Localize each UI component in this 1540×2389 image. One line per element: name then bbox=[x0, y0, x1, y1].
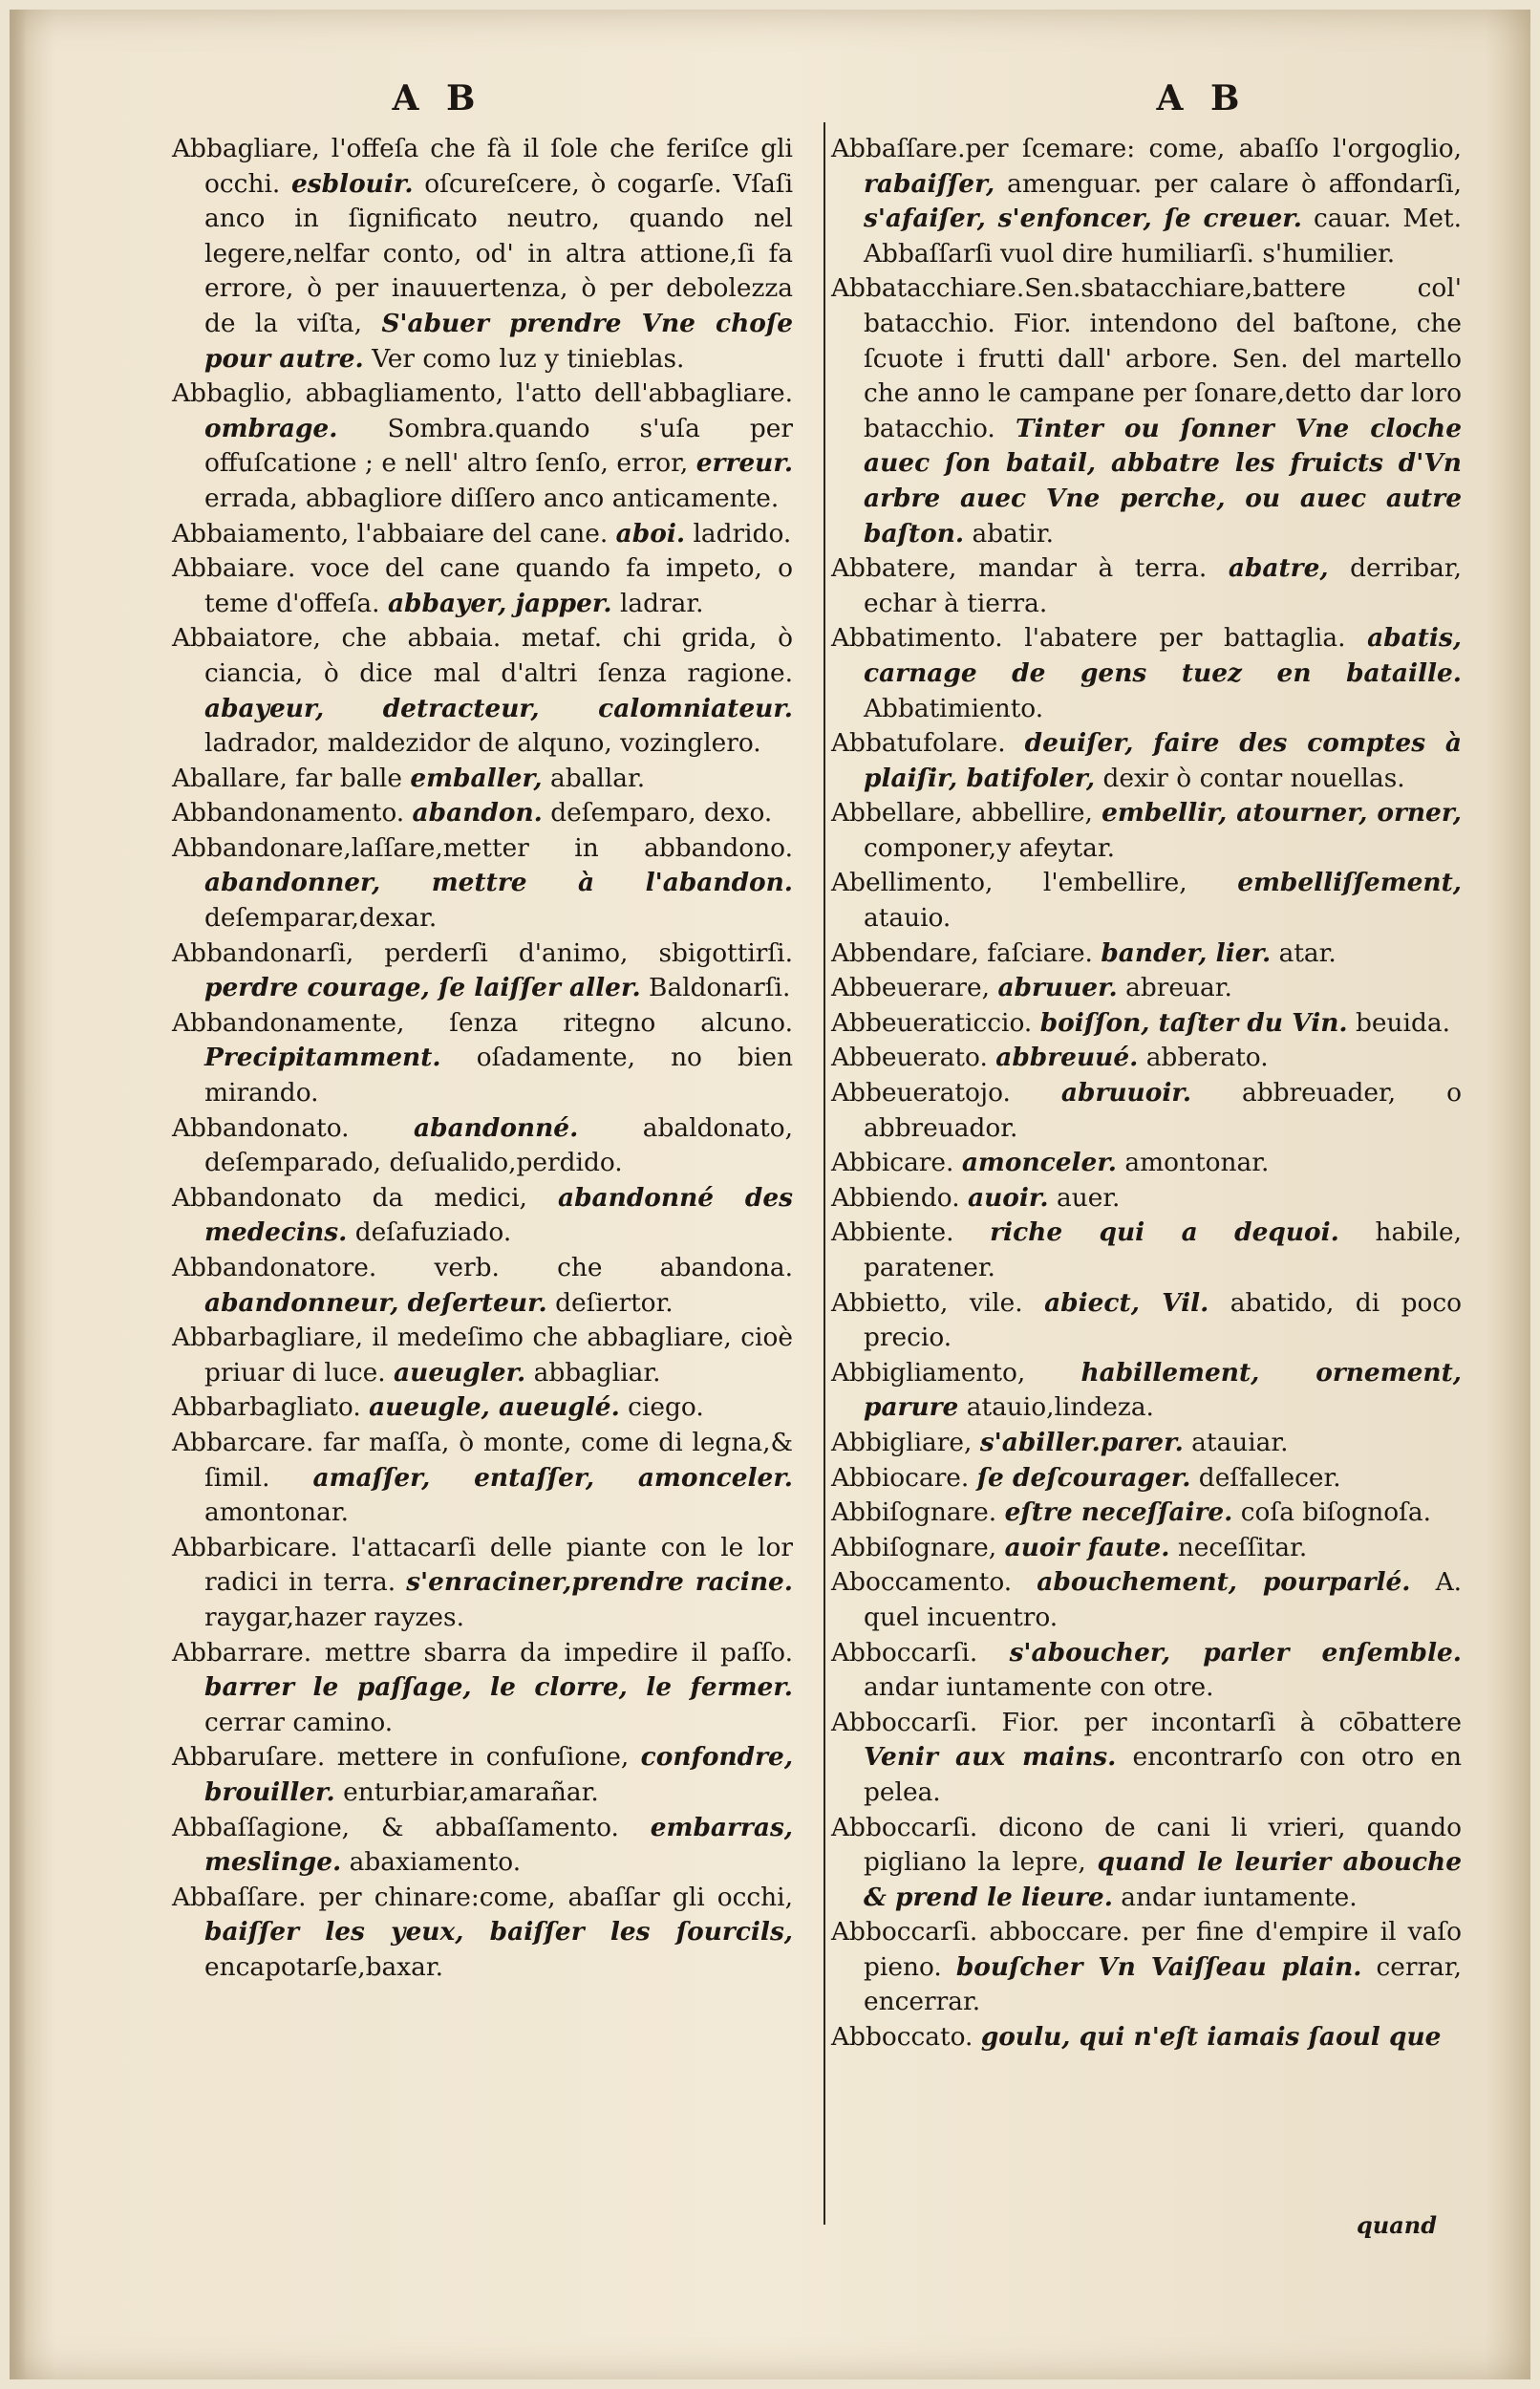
entry-french: riche qui a dequoi. bbox=[990, 1217, 1339, 1248]
entry-translation: encontrarſo con otro en pelea. bbox=[864, 1742, 1463, 1807]
entry-french: abiect, Vil. bbox=[1044, 1287, 1209, 1318]
dictionary-entry bbox=[172, 1531, 793, 1636]
entry-french: habillement, ornement, parure bbox=[864, 1357, 1462, 1423]
entry-translation: abatir. bbox=[972, 518, 1054, 549]
entry-french-extra: erreur. bbox=[695, 448, 794, 479]
entry-translation: abberato. bbox=[1145, 1043, 1269, 1073]
entry-translation: abatido, di poco precio. bbox=[864, 1287, 1463, 1353]
entry-headword: Abbeueraticcio. bbox=[831, 1007, 1033, 1038]
dictionary-entry bbox=[831, 1636, 1462, 1706]
entry-headword: Abbeueratojo. bbox=[831, 1078, 1011, 1108]
entry-french-extra: S'abuer prendre Vne choſe pour autre. bbox=[204, 308, 794, 374]
entry-french: abbayer, japper. bbox=[387, 588, 612, 618]
entry-translation: ladrar. bbox=[619, 588, 704, 618]
entry-translation: Sombra.quando s'uſa per offuſcatione ; e nell' altro ſenſo, error, bbox=[204, 413, 793, 479]
entry-french: embelliſſement, bbox=[1237, 868, 1462, 898]
dictionary-entry bbox=[172, 1390, 793, 1426]
entry-headword: Abbigliamento, bbox=[831, 1357, 1026, 1388]
entry-french: bander, lier. bbox=[1101, 937, 1272, 968]
entry-headword: Abbiendo. bbox=[831, 1182, 960, 1213]
catchword: quand bbox=[1357, 2211, 1438, 2239]
entry-headword: Abbiente. bbox=[831, 1217, 954, 1248]
dictionary-entry bbox=[172, 621, 793, 761]
entry-french: abandon. bbox=[412, 798, 543, 829]
dictionary-entry bbox=[172, 796, 793, 831]
dictionary-entry bbox=[831, 1146, 1462, 1181]
entry-translation: atauio. bbox=[864, 903, 952, 934]
dictionary-entry bbox=[831, 1531, 1462, 1566]
entry-headword: Abbatimento. l'abatere per battaglia. bbox=[831, 623, 1346, 654]
entry-headword: Abbandonato da medici, bbox=[172, 1182, 527, 1213]
entry-french: aboi. bbox=[615, 518, 686, 549]
dictionary-entry bbox=[831, 796, 1462, 866]
entry-translation: encapotarſe,baxar. bbox=[204, 1951, 443, 1982]
dictionary-entry bbox=[172, 762, 793, 797]
entry-french: aueugler. bbox=[394, 1357, 526, 1388]
right-column bbox=[831, 132, 1462, 2055]
dictionary-entry bbox=[831, 551, 1462, 621]
dictionary-entry bbox=[831, 1041, 1462, 1076]
entry-headword: Abboccarſi. bbox=[831, 1637, 978, 1668]
entry-translation: atar. bbox=[1278, 937, 1337, 968]
entry-headword: Abbaruſare. mettere in confuſione, bbox=[172, 1742, 630, 1773]
entry-french: quand le leurier abouche & prend le lieure. bbox=[864, 1847, 1462, 1912]
dictionary-entry bbox=[831, 621, 1462, 726]
dictionary-entry bbox=[831, 866, 1462, 936]
entry-translation-extra: cauar. Met. Abbaſſarſi vuol dire humiliarſi. s'humilier. bbox=[864, 204, 1462, 269]
entry-headword: Abbeuerato. bbox=[831, 1043, 988, 1073]
dictionary-entry bbox=[172, 517, 793, 552]
left-column bbox=[172, 132, 793, 1985]
entry-translation: deſafuziado. bbox=[354, 1217, 512, 1248]
entry-headword: Abboccato. bbox=[831, 2022, 973, 2053]
dictionary-entry bbox=[831, 1565, 1462, 1635]
entry-french: abandonné. bbox=[414, 1112, 579, 1143]
entry-headword: Abbiſognare, bbox=[831, 1532, 997, 1562]
entry-translation: beuida. bbox=[1356, 1007, 1450, 1038]
dictionary-entry bbox=[831, 726, 1462, 796]
dictionary-entry bbox=[831, 1216, 1462, 1285]
entry-translation: neceſſitar. bbox=[1177, 1532, 1308, 1562]
entry-translation: abbagliar. bbox=[533, 1357, 661, 1388]
entry-translation: coſa biſognoſa. bbox=[1240, 1497, 1431, 1528]
entry-headword: Abbaſſagione, & abbaſſamento. bbox=[172, 1812, 619, 1842]
entry-french: rabaiſſer, bbox=[864, 168, 995, 199]
dictionary-entry bbox=[172, 1111, 793, 1181]
dictionary-entry bbox=[831, 971, 1462, 1006]
entry-french: embarras, meslinge. bbox=[204, 1812, 793, 1878]
entry-translation: componer,y afeytar. bbox=[864, 832, 1115, 863]
entry-french: abatis, carnage de gens tuez en bataille. bbox=[864, 623, 1462, 688]
dictionary-entry bbox=[172, 132, 793, 377]
dictionary-entry bbox=[831, 1706, 1462, 1811]
entry-french: abruuer. bbox=[997, 973, 1118, 1003]
entry-headword: Abbarbagliare, il medeſimo che abbagliare, cioè priuar di luce. bbox=[172, 1323, 793, 1388]
entry-translation: deſemparo, dexo. bbox=[550, 798, 773, 829]
dictionary-entry bbox=[831, 1496, 1462, 1531]
entry-french: boiſſon, taſter du Vin. bbox=[1039, 1007, 1348, 1038]
dictionary-entry bbox=[831, 1286, 1462, 1356]
entry-french: deuiſer, faire des comptes à plaiſir, batifoler, bbox=[864, 728, 1463, 793]
entry-french: Tinter ou ſonner Vne cloche auec ſon batail, abbatre les fruicts d'Vn arbre auec Vne perche, ou auec autre baſton. bbox=[864, 413, 1463, 549]
dictionary-entry bbox=[831, 1915, 1462, 2020]
entry-headword: Abboccarſi. abboccare. per fine d'empire il vaſo pieno. bbox=[831, 1917, 1462, 1982]
dictionary-entry bbox=[172, 1740, 793, 1810]
entry-headword: Abbatere, mandar à terra. bbox=[831, 553, 1208, 584]
entry-headword: Abbaiare. voce del cane quando fa impeto, o teme d'offeſa. bbox=[172, 553, 793, 618]
entry-translation: andar iuntamente. bbox=[1121, 1882, 1358, 1912]
entry-translation: deſfallecer. bbox=[1198, 1462, 1341, 1493]
entry-french: s'enraciner,prendre racine. bbox=[406, 1567, 793, 1598]
entry-headword: Abbandonare,laſſare,metter in abbandono. bbox=[172, 832, 793, 863]
dictionary-entry bbox=[831, 936, 1462, 972]
entry-french: s'aboucher, parler enſemble. bbox=[1009, 1637, 1462, 1668]
dictionary-entry bbox=[172, 1006, 793, 1111]
entry-french: embellir, atourner, orner, bbox=[1102, 798, 1462, 829]
entry-translation: amontonar. bbox=[204, 1497, 349, 1528]
dictionary-entry bbox=[172, 377, 793, 516]
entry-headword: Abbellare, abbellire, bbox=[831, 798, 1093, 829]
entry-french: abandonné des medecins. bbox=[204, 1182, 794, 1248]
entry-french: abandonner, mettre à l'abandon. bbox=[204, 868, 793, 898]
dictionary-entry bbox=[172, 1181, 793, 1251]
dictionary-entry bbox=[172, 936, 793, 1006]
entry-translation: abaxiamento. bbox=[349, 1847, 522, 1878]
entry-translation: ladrido. bbox=[693, 518, 792, 549]
dictionary-entry bbox=[831, 132, 1462, 271]
dictionary-entry bbox=[831, 1181, 1462, 1216]
entry-headword: Abbiocare. bbox=[831, 1462, 970, 1493]
column-divider bbox=[823, 122, 825, 2225]
entry-headword: Abbandonamento. bbox=[172, 798, 405, 829]
entry-headword: Abbatacchiare.Sen.sbatacchiare,battere col' batacchio. Fior. intendono del baſtone, che ſcuote i frutti dall' arbore. Sen. del martello che anno le campane per ſonare,detto dar loro batacchio. bbox=[831, 273, 1462, 443]
entry-headword: Abbaiatore, che abbaia. metaf. chi grida, ò ciancia, ò dice mal d'altri ſenza ragione. bbox=[172, 623, 793, 688]
dictionary-entry bbox=[831, 1811, 1462, 1916]
entry-translation: oſcureſcere, ò cogarſe. Vſaſi anco in ſignificato neutro, quando nel legere,nelfar conto, od' in altra attione,ſi fa errore, ò per inauuertenza, ò per debolezza de la viſta, bbox=[204, 168, 794, 338]
entry-translation: deſiertor. bbox=[555, 1287, 674, 1318]
entry-headword: Abbendare, faſciare. bbox=[831, 937, 1093, 968]
entry-headword: Abbarcare. far maſſa, ò monte, come di legna,& ſimil. bbox=[172, 1427, 793, 1493]
entry-translation: amenguar. per calare ò affondarſi, bbox=[1007, 168, 1462, 199]
entry-translation-extra: errada, abbagliore diſſero anco anticamente. bbox=[204, 483, 780, 513]
entry-translation-extra: Ver como luz y tinieblas. bbox=[372, 343, 685, 374]
entry-french: confondre, brouiller. bbox=[204, 1742, 794, 1807]
entry-translation: amontonar. bbox=[1124, 1148, 1270, 1178]
entry-french: Venir aux mains. bbox=[864, 1742, 1117, 1773]
entry-translation: ciego. bbox=[628, 1392, 704, 1423]
entry-headword: Abbietto, vile. bbox=[831, 1287, 1023, 1318]
entry-french: abouchement, pourparlé. bbox=[1037, 1567, 1411, 1598]
entry-french: emballer, bbox=[410, 763, 543, 793]
entry-french: abandonneur, deſerteur. bbox=[204, 1287, 547, 1318]
entry-french: ombrage. bbox=[204, 413, 338, 443]
entry-french: auoir. bbox=[968, 1182, 1049, 1213]
entry-translation: enturbiar,amarañar. bbox=[343, 1776, 599, 1807]
entry-headword: Aballare, far balle bbox=[172, 763, 402, 793]
dictionary-entry bbox=[172, 1426, 793, 1531]
dictionary-entry bbox=[172, 1321, 793, 1390]
entry-headword: Abbaſſare. per chinare:come, abaſſar gli occhi, bbox=[172, 1882, 793, 1912]
entry-headword: Abbigliare, bbox=[831, 1427, 973, 1457]
entry-translation: abaldonato, deſemparado, deſualido,perdido. bbox=[204, 1112, 793, 1178]
entry-headword: Abbaſſare.per ſcemare: come, abaſſo l'orgoglio, bbox=[831, 134, 1462, 163]
entry-translation: dexir ò contar nouellas. bbox=[1102, 763, 1405, 793]
dictionary-entry bbox=[831, 1006, 1462, 1042]
dictionary-entry bbox=[831, 1356, 1462, 1426]
entry-headword: Abboccarſi. Fior. per incontarſi à cōbattere bbox=[831, 1707, 1462, 1737]
entry-headword: Abbandonamente, ſenza ritegno alcuno. bbox=[172, 1007, 793, 1038]
entry-french: perdre courage, ſe laiſſer aller. bbox=[204, 973, 641, 1003]
entry-headword: Abbarbicare. l'attacarſi delle piante con le lor radici in terra. bbox=[172, 1532, 793, 1598]
dictionary-entry bbox=[831, 1426, 1462, 1461]
entry-french: baiſſer les yeux, baiſſer les ſourcils, bbox=[204, 1917, 793, 1948]
dictionary-entry bbox=[831, 1461, 1462, 1496]
entry-french: abbreuué. bbox=[995, 1043, 1139, 1073]
entry-french: goulu, qui n'eſt iamais ſaoul que bbox=[980, 2022, 1442, 2053]
left-running-head: A B bbox=[392, 78, 483, 118]
entry-headword: Abbandonatore. verb. che abandona. bbox=[172, 1253, 793, 1282]
entry-headword: Abbagliare, l'offeſa che fà il ſole che feriſce gli occhi. bbox=[172, 134, 793, 199]
entry-translation: oſadamente, no bien mirando. bbox=[204, 1043, 793, 1108]
entry-translation: auer. bbox=[1056, 1182, 1121, 1213]
entry-translation: habile, paratener. bbox=[864, 1217, 1462, 1282]
entry-headword: Abbandonato. bbox=[172, 1112, 350, 1143]
entry-headword: Abellimento, l'embellire, bbox=[831, 868, 1187, 898]
entry-french: ſe deſcourager. bbox=[976, 1462, 1191, 1493]
entry-translation: aballar. bbox=[550, 763, 646, 793]
entry-translation: Abbatimiento. bbox=[864, 693, 1044, 723]
entry-translation: Baldonarſi. bbox=[649, 973, 791, 1003]
right-running-head: A B bbox=[1156, 78, 1248, 118]
dictionary-entry bbox=[172, 1811, 793, 1881]
entry-translation: atauiar. bbox=[1191, 1427, 1289, 1457]
entry-headword: Abbeuerare, bbox=[831, 973, 991, 1003]
dictionary-entry bbox=[831, 2020, 1462, 2055]
entry-headword: Abbarbagliato. bbox=[172, 1392, 361, 1423]
entry-french: esblouir. bbox=[290, 168, 414, 199]
entry-headword: Abbatufolare. bbox=[831, 728, 1006, 759]
entry-headword: Aboccamento. bbox=[831, 1567, 1013, 1598]
entry-french: bouſcher Vn Vaiſſeau plain. bbox=[955, 1951, 1362, 1982]
entry-french: abatre, bbox=[1228, 553, 1329, 584]
entry-headword: Abbicare. bbox=[831, 1148, 954, 1178]
dictionary-entry bbox=[172, 1881, 793, 1986]
entry-french: eſtre neceſſaire. bbox=[1004, 1497, 1233, 1528]
entry-french: amonceler. bbox=[961, 1148, 1117, 1178]
entry-translation: cerrar, encerrar. bbox=[864, 1951, 1462, 2017]
entry-translation: atauio,lindeza. bbox=[966, 1392, 1154, 1423]
dictionary-entry bbox=[172, 1251, 793, 1321]
entry-french: abayeur, detracteur, calomniateur. bbox=[204, 693, 793, 723]
entry-translation: derribar, echar à tierra. bbox=[864, 553, 1463, 618]
entry-headword: Abbarrare. mettre sbarra da impedire il paſſo. bbox=[172, 1637, 793, 1668]
entry-french: s'abiller.parer. bbox=[979, 1427, 1184, 1457]
entry-translation: andar iuntamente con otre. bbox=[864, 1672, 1214, 1703]
entry-french: abruuoir. bbox=[1060, 1078, 1192, 1108]
entry-translation: A. quel incuentro. bbox=[864, 1567, 1463, 1632]
dictionary-entry bbox=[831, 1076, 1462, 1146]
dictionary-page bbox=[10, 10, 1530, 2379]
dictionary-entry bbox=[172, 831, 793, 936]
entry-headword: Abbaglio, abbagliamento, l'atto dell'abbagliare. bbox=[172, 378, 793, 409]
page-edge-shadow bbox=[10, 10, 27, 2379]
entry-french: Precipitamment. bbox=[204, 1043, 441, 1073]
entry-translation: deſemparar,dexar. bbox=[204, 903, 438, 934]
entry-translation: ladrador, maldezidor de alquno, vozinglero. bbox=[204, 728, 761, 759]
entry-headword: Abbiſognare. bbox=[831, 1497, 997, 1528]
entry-french-extra: s'afaiſer, s'enfoncer, ſe creuer. bbox=[864, 204, 1302, 234]
entry-translation: abreuar. bbox=[1125, 973, 1232, 1003]
dictionary-entry bbox=[172, 1636, 793, 1741]
entry-french: amaſſer, entaſſer, amonceler. bbox=[312, 1462, 793, 1493]
entry-headword: Abbandonarſi, perderſi d'animo, sbigottirſi. bbox=[172, 937, 793, 968]
dictionary-entry bbox=[831, 271, 1462, 551]
entry-headword: Abbaiamento, l'abbaiare del cane. bbox=[172, 518, 609, 549]
dictionary-entry bbox=[172, 551, 793, 621]
entry-french: auoir faute. bbox=[1004, 1532, 1170, 1562]
entry-headword: Abboccarſi. dicono de cani li vrieri, quando pigliano la lepre, bbox=[831, 1812, 1462, 1878]
entry-french: barrer le paſſage, le clorre, le fermer. bbox=[204, 1672, 793, 1703]
entry-french: aueugle, aueuglé. bbox=[369, 1392, 620, 1423]
entry-translation: raygar,hazer rayzes. bbox=[204, 1602, 464, 1632]
entry-translation: cerrar camino. bbox=[204, 1707, 394, 1737]
entry-translation: abbreuader, o abbreuador. bbox=[864, 1078, 1462, 1143]
